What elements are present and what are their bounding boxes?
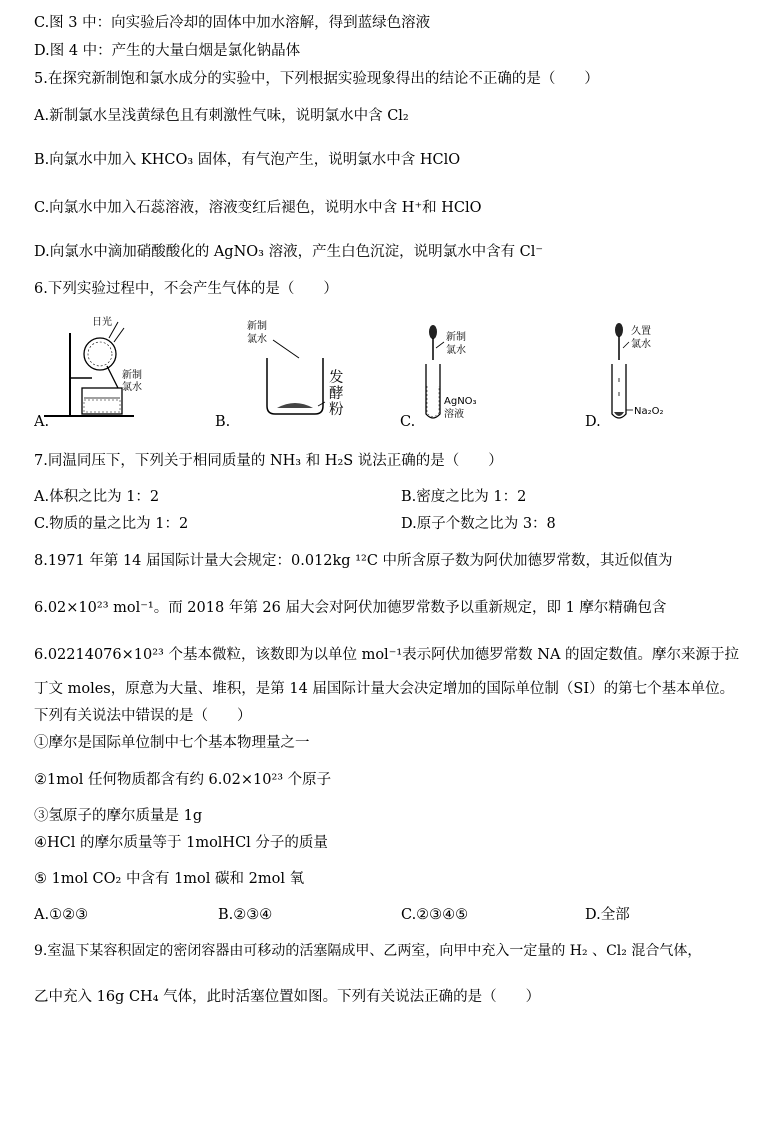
figure-b-letter: B. <box>215 414 231 430</box>
chlorine-water-label-1: 新制 <box>446 332 466 343</box>
old-chlorine-water-label-2: 氯水 <box>631 339 651 350</box>
q5-option-d: D.向氯水中滴加硝酸酸化的 AgNO₃ 溶液，产生白色沉淀，说明氯水中含有 Cl⁻ <box>34 244 544 260</box>
statement-4: ④HCl 的摩尔质量等于 1molHCl 分子的质量 <box>34 835 328 851</box>
figure-d-letter: D. <box>585 414 601 430</box>
question-8-line-4: 丁文 moles，原意为大量、堆积，是第 14 届国际计量大会决定增加的国际单位制（SI）的第七个基本单位。 <box>34 681 735 697</box>
statement-2: ②1mol 任何物质都含有约 6.02×10²³ 个原子 <box>34 772 332 788</box>
question-6: 6.下列实验过程中，不会产生气体的是（ ） <box>34 281 338 297</box>
powder-label-2: 酵 <box>329 386 344 402</box>
q7-option-c: C.物质的量之比为 1：2 <box>34 516 189 532</box>
option-d-line: D.图 4 中：产生的大量白烟是氯化钠晶体 <box>34 43 301 59</box>
question-8-line-5: 下列有关说法中错误的是（ ） <box>34 708 252 724</box>
option-c-line: C.图 3 中：向实验后冷却的固体中加水溶解，得到蓝绿色溶液 <box>34 15 431 31</box>
figure-a-apparatus <box>34 308 184 430</box>
q5-option-a: A.新制氯水呈浅黄绿色且有刺激性气味，说明氯水中含 Cl₂ <box>34 108 409 124</box>
q8-option-b: B.②③④ <box>218 907 273 923</box>
statement-3: ③氢原子的摩尔质量是 1g <box>34 808 203 824</box>
question-8-line-1: 8.1971 年第 14 届国际计量大会规定：0.012kg ¹²C 中所含原子数为阿伏加德罗常数，其近似值为 <box>34 553 673 569</box>
q7-option-b: B.密度之比为 1：2 <box>401 489 527 505</box>
question-7: 7.同温同压下，下列关于相同质量的 NH₃ 和 H₂S 说法正确的是（ ） <box>34 453 503 469</box>
q5-option-c: C.向氯水中加入石蕊溶液，溶液变红后褪色，说明水中含 H⁺和 HClO <box>34 200 482 216</box>
question-8-line-3: 6.02214076×10²³ 个基本微粒，该数即为以单位 mol⁻¹表示阿伏加德罗常数 NA 的固定数值。摩尔来源于拉 <box>34 647 740 663</box>
figure-c-apparatus <box>400 316 550 430</box>
powder-label-3: 粉 <box>329 402 344 418</box>
statement-1: ①摩尔是国际单位制中七个基本物理量之一 <box>34 735 310 751</box>
sunlight-label: 日光 <box>92 317 112 328</box>
question-8-line-2: 6.02×10²³ mol⁻¹。而 2018 年第 26 届大会对阿伏加德罗常数予以重新规定，即 1 摩尔精确包含 <box>34 600 667 616</box>
chlorine-water-label-2: 氯水 <box>122 382 142 393</box>
powder-label-1: 发 <box>329 370 344 386</box>
question-9-line-2: 乙中充入 16g CH₄ 气体，此时活塞位置如图。下列有关说法正确的是（ ） <box>34 989 541 1005</box>
figure-b-apparatus <box>215 316 365 430</box>
chlorine-water-label-1: 新制 <box>247 321 267 332</box>
chlorine-water-label-2: 氯水 <box>247 334 267 345</box>
figure-d-apparatus <box>585 316 735 430</box>
q7-option-a: A.体积之比为 1：2 <box>34 489 160 505</box>
solution-label: 溶液 <box>444 409 464 420</box>
q5-option-b: B.向氯水中加入 KHCO₃ 固体，有气泡产生，说明氯水中含 HClO <box>34 152 461 168</box>
q8-option-d: D.全部 <box>585 907 630 923</box>
sodium-peroxide-label: Na₂O₂ <box>634 406 664 417</box>
old-chlorine-water-label-1: 久置 <box>631 326 651 337</box>
chlorine-water-label-1: 新制 <box>122 370 142 381</box>
silver-nitrate-label: AgNO₃ <box>444 396 477 407</box>
question-9-line-1: 9.室温下某容积固定的密闭容器由可移动的活塞隔成甲、乙两室，向甲中充入一定量的 H₂ 、Cl₂ 混合气体， <box>34 943 702 959</box>
statement-5: ⑤ 1mol CO₂ 中含有 1mol 碳和 2mol 氧 <box>34 871 305 887</box>
chlorine-water-label-2: 氯水 <box>446 345 466 356</box>
q8-option-c: C.②③④⑤ <box>401 907 469 923</box>
figure-c-letter: C. <box>400 414 416 430</box>
figure-a-letter: A. <box>34 414 50 430</box>
q8-option-a: A.①②③ <box>34 907 89 923</box>
q7-option-d: D.原子个数之比为 3：8 <box>401 516 556 532</box>
question-5: 5.在探究新制饱和氯水成分的实验中，下列根据实验现象得出的结论不正确的是（ ） <box>34 71 599 87</box>
